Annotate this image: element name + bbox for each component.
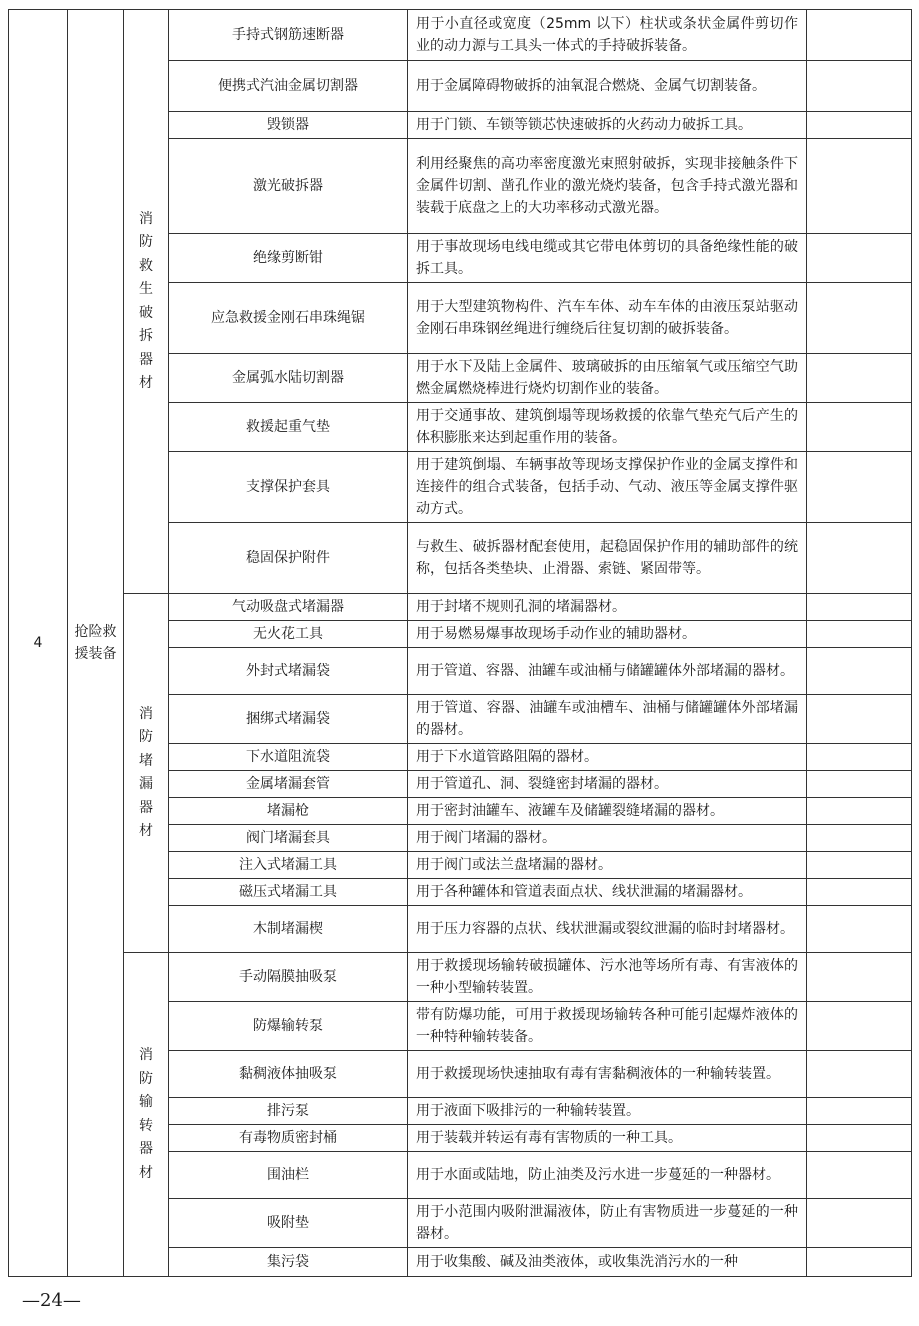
group-name: 消防堵漏器材 [139, 705, 153, 839]
item-name: 磁压式堵漏工具 [169, 879, 408, 906]
item-remark [807, 1152, 912, 1199]
item-description: 用于小范围内吸附泄漏液体，防止有害物质进一步蔓延的一种器材。 [408, 1199, 807, 1248]
item-remark [807, 879, 912, 906]
item-name: 捆绑式堵漏袋 [169, 695, 408, 744]
group-name-cell [124, 953, 169, 1277]
item-remark [807, 1098, 912, 1125]
item-remark [807, 906, 912, 953]
item-description: 用于管道孔、洞、裂缝密封堵漏的器材。 [408, 771, 807, 798]
item-description: 利用经聚焦的高功率密度激光束照射破拆，实现非接触条件下金属件切割、凿孔作业的激光烧灼装备，包含手持式激光器和装载于底盘之上的大功率移动式激光器。 [408, 139, 807, 234]
item-name: 排污泵 [169, 1098, 408, 1125]
item-remark [807, 1125, 912, 1152]
item-name: 手动隔膜抽吸泵 [169, 953, 408, 1002]
item-name: 激光破拆器 [169, 139, 408, 234]
item-name: 集污袋 [169, 1248, 408, 1277]
item-description: 用于水面或陆地，防止油类及污水进一步蔓延的一种器材。 [408, 1152, 807, 1199]
item-description: 用于易燃易爆事故现场手动作业的辅助器材。 [408, 621, 807, 648]
item-remark [807, 798, 912, 825]
group-name: 消防救生破拆器材 [139, 210, 153, 391]
item-name: 便携式汽油金属切割器 [169, 61, 408, 112]
item-name: 防爆输转泵 [169, 1002, 408, 1051]
category-cell: 抢险救援装备 [68, 10, 124, 1277]
group-name: 消防输转器材 [139, 1047, 153, 1181]
item-description: 用于大型建筑物构件、汽车车体、动车车体的由液压泵站驱动金刚石串珠钢丝绳进行缠绕后往复切割的破拆装备。 [408, 283, 807, 354]
item-remark [807, 695, 912, 744]
item-description: 用于管道、容器、油罐车或油槽车、油桶与储罐罐体外部堵漏的器材。 [408, 695, 807, 744]
item-description: 用于水下及陆上金属件、玻璃破拆的由压缩氧气或压缩空气助燃金属燃烧棒进行烧灼切割作业的装备。 [408, 354, 807, 403]
item-remark [807, 1248, 912, 1277]
item-remark [807, 139, 912, 234]
item-description: 带有防爆功能，可用于救援现场输转各种可能引起爆炸液体的一种特种输转装备。 [408, 1002, 807, 1051]
item-remark [807, 1051, 912, 1098]
item-name: 围油栏 [169, 1152, 408, 1199]
item-description: 用于小直径或宽度（25mm 以下）柱状或条状金属件剪切作业的动力源与工具头一体式的手持破拆装备。 [408, 10, 807, 61]
table-body [9, 10, 912, 1277]
item-name: 救援起重气垫 [169, 403, 408, 452]
item-description: 用于交通事故、建筑倒塌等现场救援的依靠气垫充气后产生的体积膨胀来达到起重作用的装备。 [408, 403, 807, 452]
item-description: 用于阀门堵漏的器材。 [408, 825, 807, 852]
item-name: 无火花工具 [169, 621, 408, 648]
equipment-table [8, 9, 912, 1277]
item-remark [807, 452, 912, 523]
table-row [9, 10, 912, 61]
table-row [9, 594, 912, 621]
item-name: 下水道阻流袋 [169, 744, 408, 771]
item-remark [807, 283, 912, 354]
item-name: 支撑保护套具 [169, 452, 408, 523]
item-name: 手持式钢筋速断器 [169, 10, 408, 61]
item-description: 用于压力容器的点状、线状泄漏或裂纹泄漏的临时封堵器材。 [408, 906, 807, 953]
item-description: 用于金属障碍物破拆的油氧混合燃烧、金属气切割装备。 [408, 61, 807, 112]
item-description: 用于密封油罐车、液罐车及储罐裂缝堵漏的器材。 [408, 798, 807, 825]
item-description: 用于收集酸、碱及油类液体，或收集洗消污水的一种 [408, 1248, 807, 1277]
group-name-cell [124, 10, 169, 594]
item-description: 用于事故现场电线电缆或其它带电体剪切的具备绝缘性能的破拆工具。 [408, 234, 807, 283]
item-description: 用于管道、容器、油罐车或油桶与储罐罐体外部堵漏的器材。 [408, 648, 807, 695]
item-remark [807, 61, 912, 112]
item-remark [807, 744, 912, 771]
item-remark [807, 621, 912, 648]
item-description: 用于液面下吸排污的一种输转装置。 [408, 1098, 807, 1125]
group-name-cell [124, 594, 169, 953]
item-remark [807, 1002, 912, 1051]
item-name: 毁锁器 [169, 112, 408, 139]
item-name: 有毒物质密封桶 [169, 1125, 408, 1152]
item-remark [807, 112, 912, 139]
item-name: 黏稠液体抽吸泵 [169, 1051, 408, 1098]
item-name: 外封式堵漏袋 [169, 648, 408, 695]
item-description: 用于救援现场快速抽取有毒有害黏稠液体的一种输转装置。 [408, 1051, 807, 1098]
item-name: 金属弧水陆切割器 [169, 354, 408, 403]
item-remark [807, 354, 912, 403]
item-remark [807, 523, 912, 594]
item-description: 用于门锁、车锁等锁芯快速破拆的火药动力破拆工具。 [408, 112, 807, 139]
item-name: 稳固保护附件 [169, 523, 408, 594]
item-remark [807, 1199, 912, 1248]
item-description: 与救生、破拆器材配套使用，起稳固保护作用的辅助部件的统称，包括各类垫块、止滑器、索链、紧固带等。 [408, 523, 807, 594]
item-name: 阀门堵漏套具 [169, 825, 408, 852]
item-remark [807, 852, 912, 879]
item-remark [807, 825, 912, 852]
item-name: 气动吸盘式堵漏器 [169, 594, 408, 621]
item-name: 堵漏枪 [169, 798, 408, 825]
item-remark [807, 771, 912, 798]
item-description: 用于救援现场输转破损罐体、污水池等场所有毒、有害液体的一种小型输转装置。 [408, 953, 807, 1002]
item-remark [807, 403, 912, 452]
table-row [9, 953, 912, 1002]
item-name: 金属堵漏套管 [169, 771, 408, 798]
item-remark [807, 10, 912, 61]
item-name: 吸附垫 [169, 1199, 408, 1248]
item-name: 木制堵漏楔 [169, 906, 408, 953]
item-description: 用于封堵不规则孔洞的堵漏器材。 [408, 594, 807, 621]
row-index: 4 [9, 10, 68, 1277]
item-description: 用于各种罐体和管道表面点状、线状泄漏的堵漏器材。 [408, 879, 807, 906]
item-remark [807, 234, 912, 283]
item-name: 注入式堵漏工具 [169, 852, 408, 879]
item-description: 用于下水道管路阻隔的器材。 [408, 744, 807, 771]
item-remark [807, 594, 912, 621]
item-description: 用于建筑倒塌、车辆事故等现场支撑保护作业的金属支撑件和连接件的组合式装备，包括手动、气动、液压等金属支撑件驱动方式。 [408, 452, 807, 523]
item-remark [807, 648, 912, 695]
item-description: 用于阀门或法兰盘堵漏的器材。 [408, 852, 807, 879]
item-description: 用于装载并转运有毒有害物质的一种工具。 [408, 1125, 807, 1152]
item-name: 绝缘剪断钳 [169, 234, 408, 283]
item-remark [807, 953, 912, 1002]
page-number: —24— [22, 1290, 81, 1311]
item-name: 应急救援金刚石串珠绳锯 [169, 283, 408, 354]
